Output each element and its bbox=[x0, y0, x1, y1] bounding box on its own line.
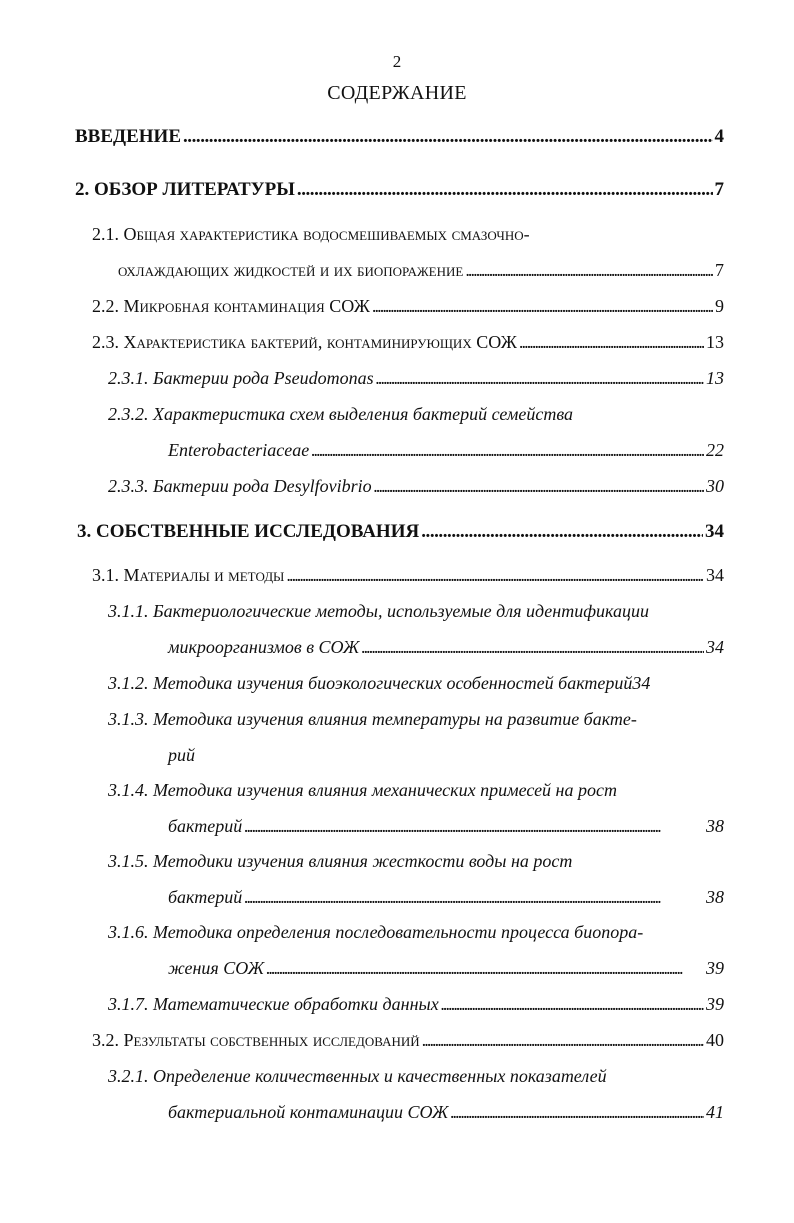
toc-entry-3-1-1-line1[interactable]: 3.1.1. Бактериологические методы, используемые для идентификации bbox=[108, 601, 649, 621]
toc-leader bbox=[441, 994, 704, 1015]
toc-label: жения СОЖ bbox=[168, 958, 265, 978]
toc-label: бактерий bbox=[168, 816, 243, 836]
toc-entry-2-2[interactable] bbox=[92, 296, 724, 317]
toc-page: 9 bbox=[715, 296, 724, 316]
toc-entry-2-3-3[interactable] bbox=[108, 476, 724, 497]
toc-page: 22 bbox=[706, 440, 724, 460]
toc-label: 2.2. Микробная контаминация СОЖ bbox=[92, 296, 370, 316]
toc-label: 2. ОБЗОР ЛИТЕРАТУРЫ bbox=[75, 179, 295, 200]
toc-page: 38 bbox=[706, 816, 724, 836]
toc-entry-2-1-line1[interactable]: 2.1. Общая характеристика водосмешиваемых смазочно- bbox=[92, 224, 530, 244]
toc-entry-3-1-1[interactable] bbox=[168, 637, 724, 658]
toc-entry-2-1[interactable] bbox=[118, 260, 724, 281]
toc-label: Enterobacteriaceae bbox=[168, 440, 310, 460]
toc-leader bbox=[183, 126, 713, 148]
toc-label: 2.3.1. Бактерии рода Pseudomonas bbox=[108, 368, 374, 388]
toc-page: 39 bbox=[706, 994, 724, 1014]
toc-page: 7 bbox=[714, 179, 724, 200]
toc-page: 39 bbox=[706, 958, 724, 978]
toc-entry-2-3-2[interactable] bbox=[168, 440, 724, 461]
toc-page: 13 bbox=[706, 368, 724, 388]
toc-page: 4 bbox=[714, 126, 724, 147]
toc-entry-3-1-4-line1[interactable]: 3.1.4. Методика изучения влияния механических примесей на рост bbox=[108, 780, 617, 800]
toc-entry-3-1-2[interactable]: 3.1.2. Методика изучения биоэкологических особенностей бактерий34 bbox=[108, 673, 651, 693]
toc-entry-chapter-2[interactable] bbox=[75, 179, 724, 201]
page-title: СОДЕРЖАНИЕ bbox=[327, 82, 467, 104]
page-number: 2 bbox=[392, 52, 402, 71]
toc-label: 3.1.7. Математические обработки данных bbox=[108, 994, 439, 1014]
toc-leader bbox=[361, 637, 704, 658]
toc-entry-3-2-1-line1[interactable]: 3.2.1. Определение количественных и качественных показателей bbox=[108, 1066, 607, 1086]
toc-page: 34 bbox=[705, 521, 724, 542]
toc-entry-3-2[interactable] bbox=[92, 1030, 724, 1051]
toc-entry-3-1-3-line2[interactable]: рий bbox=[168, 745, 195, 765]
toc-entry-2-3-2-line1[interactable]: 2.3.2. Характеристика схем выделения бактерий семейства bbox=[108, 404, 574, 424]
toc-leader bbox=[421, 521, 703, 543]
toc-label: ВВЕДЕНИЕ bbox=[75, 126, 181, 147]
toc-leader bbox=[297, 179, 713, 201]
toc-label: 3.1. Материалы и методы bbox=[92, 565, 285, 585]
toc-leader bbox=[244, 816, 704, 837]
toc-entry-2-3[interactable] bbox=[92, 332, 724, 353]
toc-entry-3-1-5[interactable] bbox=[168, 887, 724, 908]
toc-label: 2.3. Характеристика бактерий, контаминирующих СОЖ bbox=[92, 332, 517, 352]
toc-leader bbox=[374, 476, 704, 497]
toc-page: 41 bbox=[706, 1102, 724, 1122]
toc-page: 13 bbox=[706, 332, 724, 352]
toc-entry-3-1-7[interactable] bbox=[108, 994, 724, 1015]
toc-entry-3-1-3-line1[interactable]: 3.1.3. Методика изучения влияния температуры на развитие бакте- bbox=[108, 709, 637, 729]
toc-label: микроорганизмов в СОЖ bbox=[168, 637, 360, 657]
toc-page: 40 bbox=[706, 1030, 724, 1050]
toc-label: 3. СОБСТВЕННЫЕ ИССЛЕДОВАНИЯ bbox=[77, 521, 420, 542]
toc-entry-3-1-6[interactable] bbox=[168, 958, 724, 979]
toc-label: бактерий bbox=[168, 887, 243, 907]
toc-page: 7 bbox=[715, 260, 724, 280]
toc-entry-intro[interactable] bbox=[75, 126, 724, 148]
toc-page: 34 bbox=[706, 637, 724, 657]
toc-leader bbox=[372, 296, 713, 317]
toc-entry-3-1-5-line1[interactable]: 3.1.5. Методики изучения влияния жесткости воды на рост bbox=[108, 851, 573, 871]
toc-leader bbox=[311, 440, 704, 461]
toc-leader bbox=[519, 332, 704, 353]
toc-label: бактериальной контаминации СОЖ bbox=[168, 1102, 449, 1122]
toc-label: 3.2. Результаты собственных исследований bbox=[92, 1030, 420, 1050]
toc-leader bbox=[465, 260, 713, 281]
toc-entry-2-3-1[interactable] bbox=[108, 368, 724, 389]
toc-entry-3-1-4[interactable] bbox=[168, 816, 724, 837]
toc-leader bbox=[266, 958, 704, 979]
toc-entry-3-1[interactable] bbox=[92, 565, 724, 586]
toc-leader bbox=[376, 368, 704, 389]
toc-entry-3-2-1[interactable] bbox=[168, 1102, 724, 1123]
toc-leader bbox=[450, 1102, 704, 1123]
toc-entry-chapter-3[interactable] bbox=[77, 521, 724, 543]
toc-label: 2.3.3. Бактерии рода Desylfovibrio bbox=[108, 476, 372, 496]
toc-label: охлаждающих жидкостей и их биопоражение bbox=[118, 260, 464, 280]
toc-leader bbox=[244, 887, 704, 908]
toc-page: 38 bbox=[706, 887, 724, 907]
toc-leader bbox=[286, 565, 704, 586]
toc-entry-3-1-6-line1[interactable]: 3.1.6. Методика определения последовательности процесса биопора- bbox=[108, 922, 644, 942]
toc-leader bbox=[422, 1030, 704, 1051]
toc-page: 34 bbox=[706, 565, 724, 585]
toc-page: 30 bbox=[706, 476, 724, 496]
